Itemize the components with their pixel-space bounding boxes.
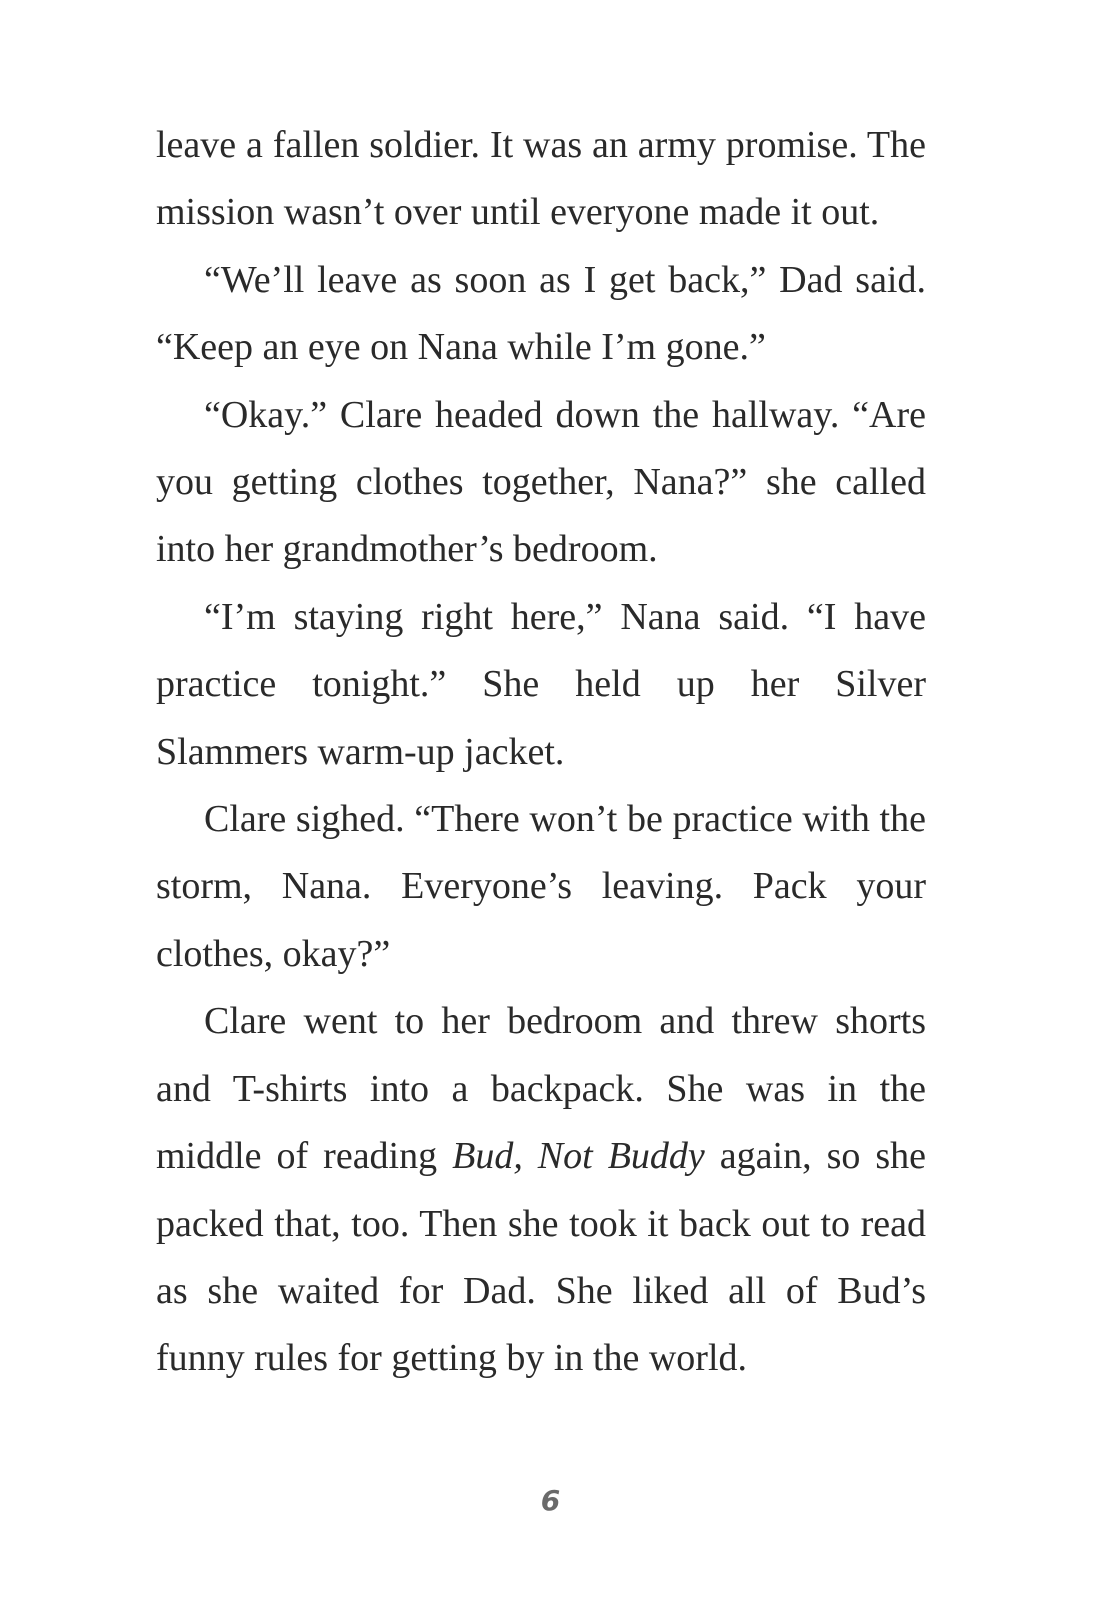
paragraph-6 (156, 988, 926, 1392)
paragraph-4 (156, 584, 926, 786)
paragraph-3 (156, 382, 926, 584)
page-number: 6 (540, 1484, 561, 1517)
paragraph-text: “Okay.” Clare headed down the hallway. “Are you getting clothes together, Nana?” she called into her grandmother’s bedroom. (156, 393, 926, 571)
paragraph-text: leave a fallen soldier. It was an army promise. The mission wasn’t over until everyone made it out. (156, 124, 926, 234)
paragraph-text: “We’ll leave as soon as I get back,” Dad said. “Keep an eye on Nana while I’m gone.” (156, 258, 926, 369)
paragraph-5 (156, 786, 926, 988)
book-title: Bud, Not Buddy (452, 1135, 705, 1178)
body-text (156, 112, 926, 1393)
paragraph-text: “I’m staying right here,” Nana said. “I have practice tonight.” She held up her Silver Slammers warm-up jacket. (156, 595, 926, 773)
paragraph-2 (156, 247, 926, 382)
paragraph-1 (156, 112, 926, 247)
paragraph-text: again, so she packed that, too. Then she took it back out to read as she waited for Dad. She liked all of Bud’s funny rules for getting by in the world. (156, 1135, 926, 1380)
paragraph-text: Clare sighed. “There won’t be practice with the storm, Nana. Everyone’s leaving. Pack your clothes, okay?” (156, 798, 926, 975)
paragraph-text: Clare went to her bedroom and threw shorts and T-shirts into a backpack. She was in the middle of reading (156, 1000, 926, 1178)
